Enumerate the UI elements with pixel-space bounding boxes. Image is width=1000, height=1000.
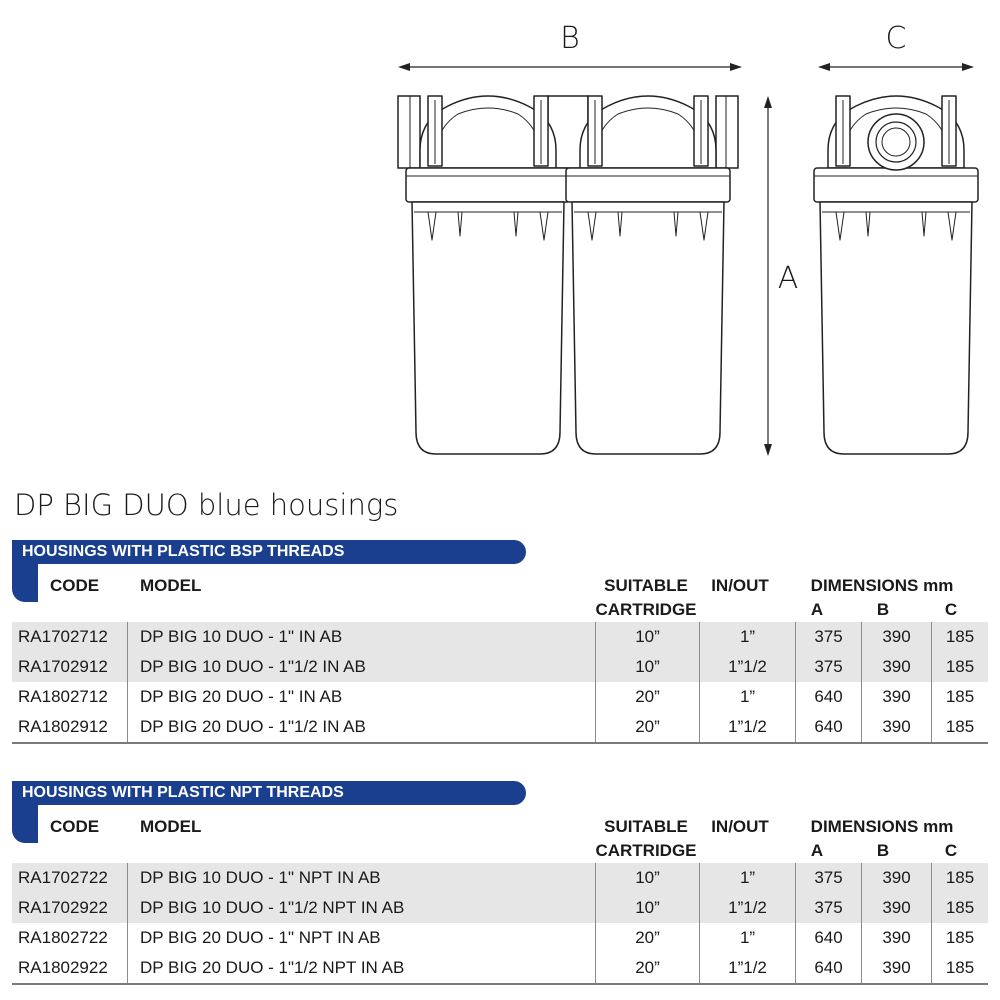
cell-code: RA1802912 [12, 712, 128, 742]
cell-inout: 1” [700, 923, 796, 953]
cell-dim-c: 185 [945, 898, 975, 917]
cell-dim-b: 390 [862, 923, 932, 953]
cell-model: DP BIG 10 DUO - 1" NPT IN AB [128, 863, 596, 893]
column-model: MODEL [140, 817, 202, 836]
cell-dim-a: 375 [796, 863, 862, 893]
column-code: CODE [50, 817, 100, 836]
column-cartridge-line1: SUITABLE [604, 817, 688, 836]
table-row [12, 923, 988, 953]
column-dim-a: A [810, 600, 824, 619]
dimension-b-label: B [560, 21, 580, 56]
cell-cartridge: 20” [596, 682, 700, 712]
column-cartridge [594, 574, 698, 622]
cell-model: DP BIG 20 DUO - 1" IN AB [128, 682, 596, 712]
cell-code: RA1802722 [12, 923, 128, 953]
table-row [12, 682, 988, 712]
cell-cartridge: 10” [596, 893, 700, 923]
section-heading: HOUSINGS WITH PLASTIC NPT THREADS [12, 781, 526, 805]
table-rows [12, 622, 988, 744]
table-row [12, 893, 988, 923]
column-cartridge-line2: CARTRIDGE [595, 600, 697, 619]
cell-model: DP BIG 20 DUO - 1"1/2 IN AB [128, 712, 596, 742]
cell-inout: 1”1/2 [700, 652, 796, 682]
dimension-c-line [818, 63, 974, 71]
dimension-a-label: A [777, 261, 799, 296]
cell-dim-c: 185 [945, 928, 975, 947]
cell-inout: 1” [700, 863, 796, 893]
column-dimensions: DIMENSIONS mm [810, 817, 954, 836]
table-row [12, 622, 988, 652]
cell-code: RA1702922 [12, 893, 128, 923]
cell-cartridge: 20” [596, 712, 700, 742]
section-heading: HOUSINGS WITH PLASTIC BSP THREADS [12, 540, 526, 564]
dimension-c-label: C [885, 21, 907, 56]
cell-dim-c: 185 [945, 627, 975, 646]
cell-dim-a: 375 [796, 622, 862, 652]
cell-dim-b: 390 [862, 682, 932, 712]
cell-dim-a: 640 [796, 712, 862, 742]
cell-inout: 1”1/2 [700, 953, 796, 983]
column-code: CODE [50, 576, 100, 595]
cell-dim-a: 640 [796, 923, 862, 953]
column-cartridge-line2: CARTRIDGE [595, 841, 697, 860]
column-inout: IN/OUT [711, 576, 769, 595]
cell-model: DP BIG 20 DUO - 1"1/2 NPT IN AB [128, 953, 596, 983]
housing-right [566, 96, 730, 454]
cell-code: RA1702712 [12, 622, 128, 652]
cell-dim-b: 390 [862, 953, 932, 983]
duo-port-left [398, 96, 420, 168]
table-row [12, 953, 988, 983]
cell-dim-c: 185 [945, 687, 975, 706]
table-row [12, 712, 988, 742]
cell-cartridge: 20” [596, 953, 700, 983]
cell-model: DP BIG 10 DUO - 1"1/2 IN AB [128, 652, 596, 682]
cell-model: DP BIG 10 DUO - 1"1/2 NPT IN AB [128, 893, 596, 923]
housing-side-view [814, 96, 978, 454]
cell-dim-c: 185 [945, 958, 975, 977]
cell-code: RA1702722 [12, 863, 128, 893]
cell-dim-c: 185 [945, 868, 975, 887]
column-model: MODEL [140, 576, 202, 595]
cell-cartridge: 10” [596, 863, 700, 893]
cell-inout: 1” [700, 682, 796, 712]
cell-dim-a: 375 [796, 893, 862, 923]
table-rows [12, 863, 988, 985]
cell-inout: 1”1/2 [700, 893, 796, 923]
table-row [12, 863, 988, 893]
column-dimensions: DIMENSIONS mm [810, 576, 954, 595]
cell-cartridge: 20” [596, 923, 700, 953]
cell-code: RA1702912 [12, 652, 128, 682]
cell-dim-b: 390 [862, 712, 932, 742]
column-cartridge [594, 815, 698, 863]
cell-dim-b: 390 [862, 893, 932, 923]
dimension-b-line [398, 63, 742, 71]
housing-dimension-drawing [0, 0, 1000, 470]
cell-dim-a: 640 [796, 682, 862, 712]
cell-model: DP BIG 20 DUO - 1" NPT IN AB [128, 923, 596, 953]
column-dim-a: A [810, 841, 824, 860]
column-dim-b: B [876, 841, 890, 860]
product-title: DP BIG DUO blue housings [14, 488, 399, 522]
column-dim-c: C [944, 600, 958, 619]
duo-port-right [716, 96, 738, 168]
cell-cartridge: 10” [596, 622, 700, 652]
cell-dim-c: 185 [945, 657, 975, 676]
cell-dim-b: 390 [862, 622, 932, 652]
cell-code: RA1802712 [12, 682, 128, 712]
cell-code: RA1802922 [12, 953, 128, 983]
cell-inout: 1”1/2 [700, 712, 796, 742]
cell-inout: 1” [700, 622, 796, 652]
dimension-a-line [764, 96, 772, 456]
table-row [12, 652, 988, 682]
column-dim-b: B [876, 600, 890, 619]
cell-model: DP BIG 10 DUO - 1" IN AB [128, 622, 596, 652]
column-inout: IN/OUT [711, 817, 769, 836]
cell-dim-a: 640 [796, 953, 862, 983]
cell-dim-b: 390 [862, 652, 932, 682]
cell-dim-c: 185 [945, 717, 975, 736]
housing-left [406, 96, 570, 454]
cell-cartridge: 10” [596, 652, 700, 682]
column-dim-c: C [944, 841, 958, 860]
cell-dim-a: 375 [796, 652, 862, 682]
cell-dim-b: 390 [862, 863, 932, 893]
column-cartridge-line1: SUITABLE [604, 576, 688, 595]
